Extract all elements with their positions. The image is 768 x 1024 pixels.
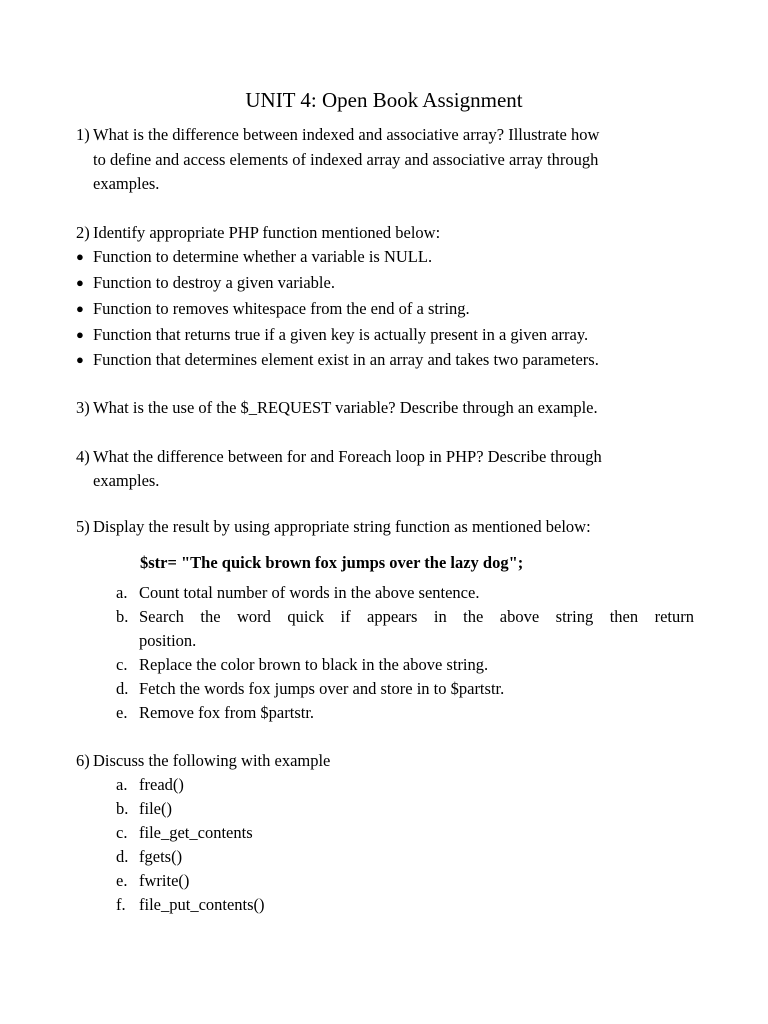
question-text-line: to define and access elements of indexed array and associative array through [93,150,599,169]
question-number: 5) [76,517,90,536]
list-item: fread() [139,775,184,794]
question-number: 4) [76,447,90,466]
list-item-letter: e. [116,871,128,890]
question-number: 6) [76,751,90,770]
list-item-letter: a. [116,775,128,794]
list-item: Replace the color brown to black in the above string. [139,655,489,674]
list-item-letter: b. [116,607,129,626]
bullet-icon: ● [76,352,84,367]
bullet-icon: ● [76,275,84,290]
question-text-line: What is the difference between indexed and associative array? Illustrate how [93,125,600,144]
bullet-item: Function that determines element exist in an array and takes two parameters. [93,350,599,369]
question-number: 2) [76,223,90,242]
list-item-letter: b. [116,799,129,818]
question-text-line: examples. [93,174,160,193]
bullet-item: Function to removes whitespace from the end of a string. [93,299,470,318]
list-item: file_put_contents() [139,895,265,914]
question-text: Discuss the following with example [93,751,331,770]
list-item-letter: a. [116,583,128,602]
question-text: What is the use of the $_REQUEST variable? Describe through an example. [93,398,598,417]
list-item: Search the word quick if appears in the above string then return [139,607,694,626]
list-item: file() [139,799,172,818]
bullet-item: Function that returns true if a given key is actually present in a given array. [93,325,589,344]
bullet-icon: ● [76,249,84,264]
list-item-letter: c. [116,823,128,842]
list-item-letter: f. [116,895,126,914]
page-title: UNIT 4: Open Book Assignment [245,88,523,112]
question-number: 3) [76,398,90,417]
bullet-item: Function to determine whether a variable is NULL. [93,247,433,266]
list-item: fwrite() [139,871,190,890]
list-item-letter: d. [116,679,129,698]
list-item: fgets() [139,847,183,866]
code-snippet: $str= "The quick brown fox jumps over the lazy dog"; [140,553,524,572]
bullet-icon: ● [76,301,84,316]
question-number: 1) [76,125,90,144]
bullet-icon: ● [76,327,84,342]
list-item-letter: c. [116,655,128,674]
list-item: Fetch the words fox jumps over and store in to $partstr. [139,679,505,698]
question-text: Display the result by using appropriate string function as mentioned below: [93,517,591,536]
question-text: Identify appropriate PHP function mentioned below: [93,223,441,242]
bullet-item: Function to destroy a given variable. [93,273,335,292]
question-text-line: examples. [93,471,160,490]
list-item-letter: e. [116,703,128,722]
list-item: file_get_contents [139,823,253,842]
question-text-line: What the difference between for and Foreach loop in PHP? Describe through [93,447,602,466]
list-item-letter: d. [116,847,129,866]
list-item: Remove fox from $partstr. [139,703,315,722]
list-item: Count total number of words in the above sentence. [139,583,480,602]
list-item-continuation: position. [139,631,197,650]
